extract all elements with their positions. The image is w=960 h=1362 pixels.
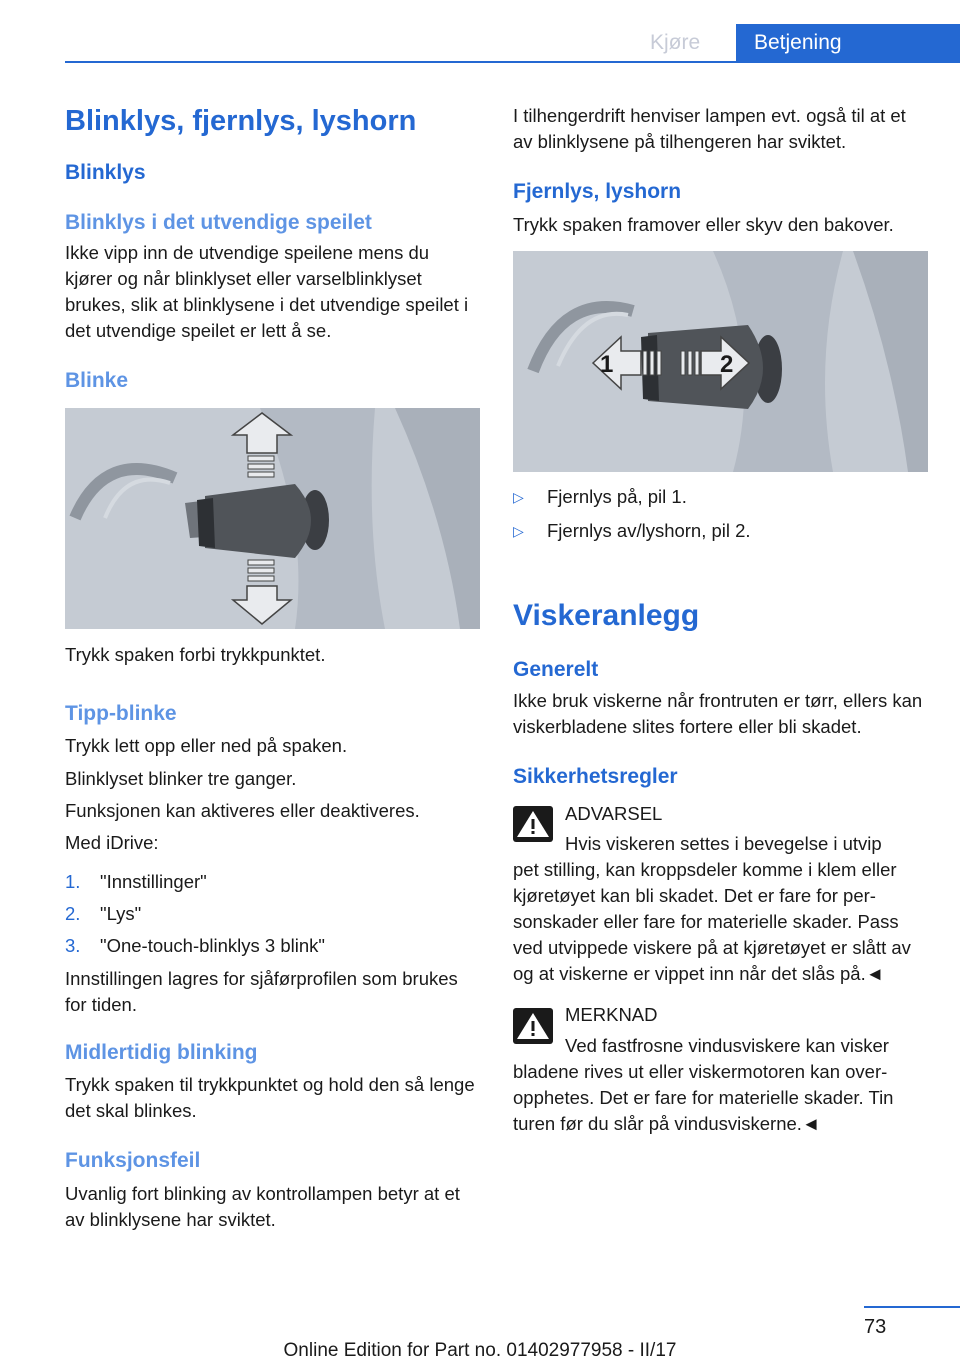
heading-blinklys: Blinklys bbox=[65, 161, 146, 184]
funksjonsfeil-text: Uvanlig fort blinking av kontrollampen betyr at et av blinklysene har sviktet. bbox=[65, 1183, 460, 1230]
step-item bbox=[65, 866, 480, 898]
list-item-text: Fjernlys av/lyshorn, pil 2. bbox=[547, 520, 751, 541]
chapter-tab[interactable]: Betjening bbox=[736, 24, 960, 62]
list-item-text: Fjernlys på, pil 1. bbox=[547, 486, 687, 507]
mirror-text: Ikke vipp inn de utvendige speilene mens du kjører og når blinklyset eller varselblinklyset brukes, slik at blinklysene i det utvendige speilet i det utvendige speilet er lett å se. bbox=[65, 242, 469, 341]
heading-funksjonsfeil: Funksjonsfeil bbox=[65, 1149, 201, 1172]
section-tab[interactable]: Kjøre bbox=[650, 31, 701, 54]
header-rule bbox=[65, 61, 960, 63]
figure-turn-signal-stalk bbox=[65, 408, 480, 629]
heading-generelt: Generelt bbox=[513, 658, 599, 681]
heading-fjernlys: Fjernlys, lyshorn bbox=[513, 180, 682, 203]
warning-icon bbox=[513, 806, 553, 842]
heading-tipp: Tipp-blinke bbox=[65, 702, 177, 725]
stalk-illustration-2 bbox=[513, 251, 928, 472]
steps-after-text: Innstillingen lagres for sjåførprofilen som brukes for tiden. bbox=[65, 968, 458, 1015]
triangle-bullet-icon: ▷ bbox=[513, 523, 524, 539]
midlertidig-text: Trykk spaken til trykkpunktet og hold den så lenge det skal blinkes. bbox=[65, 1074, 475, 1121]
section-title: Blinklys, fjernlys, lyshorn bbox=[65, 105, 417, 137]
step-number: 3. bbox=[65, 935, 81, 956]
tipp-line-3: Funksjonen kan aktiveres eller deaktiveres. bbox=[65, 800, 420, 821]
figure-high-beam-stalk bbox=[513, 251, 928, 472]
warning-label: ADVARSEL bbox=[565, 803, 663, 824]
triangle-bullet-icon: ▷ bbox=[513, 489, 524, 505]
page-number: 73 bbox=[864, 1316, 887, 1338]
list-item bbox=[513, 480, 928, 514]
heading-midlertidig: Midlertidig blinking bbox=[65, 1041, 258, 1064]
warning-text: pet stilling, kan kroppsdeler komme i klem eller kjøretøyet kan bli skadet. Det er fare for personskader eller fare for materielle skader. Pass ved utvippede viskere på at kjøretøyet er slått av og at viskerne er vippet inn når det slås på.◄ bbox=[513, 859, 911, 984]
heading-sikkerhetsregler: Sikkerhetsregler bbox=[513, 765, 678, 788]
step-text: "Lys" bbox=[100, 903, 142, 924]
tipp-line-4: Med iDrive: bbox=[65, 832, 159, 853]
step-item bbox=[65, 898, 480, 930]
tipp-line-2: Blinklyset blinker tre ganger. bbox=[65, 768, 297, 789]
note-text: bladene rives ut eller viskermotoren kan overopphetes. Det er fare for materielle skader. Tin turen før du slår på vindusviskerne.◄ bbox=[513, 1061, 894, 1134]
fjernlys-list bbox=[513, 480, 928, 548]
step-text: "One-touch-blinklys 3 blink" bbox=[100, 935, 325, 956]
step-item bbox=[65, 930, 480, 962]
heading-mirror: Blinklys i det utvendige speilet bbox=[65, 211, 372, 234]
trailer-text: I tilhengerdrift henviser lampen evt. også til at et av blinklysene på tilhengeren har sviktet. bbox=[513, 105, 906, 152]
note-first-line: Ved fastfrosne vindusviskere kan visker bbox=[565, 1035, 889, 1056]
fjernlys-text: Trykk spaken framover eller skyv den bakover. bbox=[513, 214, 894, 235]
note-label: MERKNAD bbox=[565, 1004, 658, 1025]
step-text: "Innstillinger" bbox=[100, 871, 207, 892]
page-header bbox=[0, 0, 960, 62]
step-number: 1. bbox=[65, 871, 81, 892]
edition-text: Online Edition for Part no. 01402977958 - II/17 bbox=[283, 1340, 677, 1361]
heading-viskeranlegg: Viskeranlegg bbox=[513, 599, 700, 632]
note-warning-icon bbox=[513, 1008, 553, 1044]
warning-first-line: Hvis viskeren settes i bevegelse i utvip bbox=[565, 833, 882, 854]
step-number: 2. bbox=[65, 903, 81, 924]
arrow-label-1: 1 bbox=[600, 351, 614, 378]
generelt-text: Ikke bruk viskerne når frontruten er tørr, ellers kan viskerbladene slites fortere eller bli skadet. bbox=[513, 690, 923, 737]
stalk-illustration bbox=[65, 408, 480, 629]
blinke-text: Trykk spaken forbi trykkpunktet. bbox=[65, 644, 326, 665]
heading-blinke: Blinke bbox=[65, 369, 129, 392]
list-item bbox=[513, 514, 928, 548]
idrive-steps bbox=[65, 866, 480, 962]
arrow-label-2: 2 bbox=[720, 351, 734, 378]
tipp-line-1: Trykk lett opp eller ned på spaken. bbox=[65, 735, 348, 756]
footer-rule bbox=[864, 1306, 960, 1308]
